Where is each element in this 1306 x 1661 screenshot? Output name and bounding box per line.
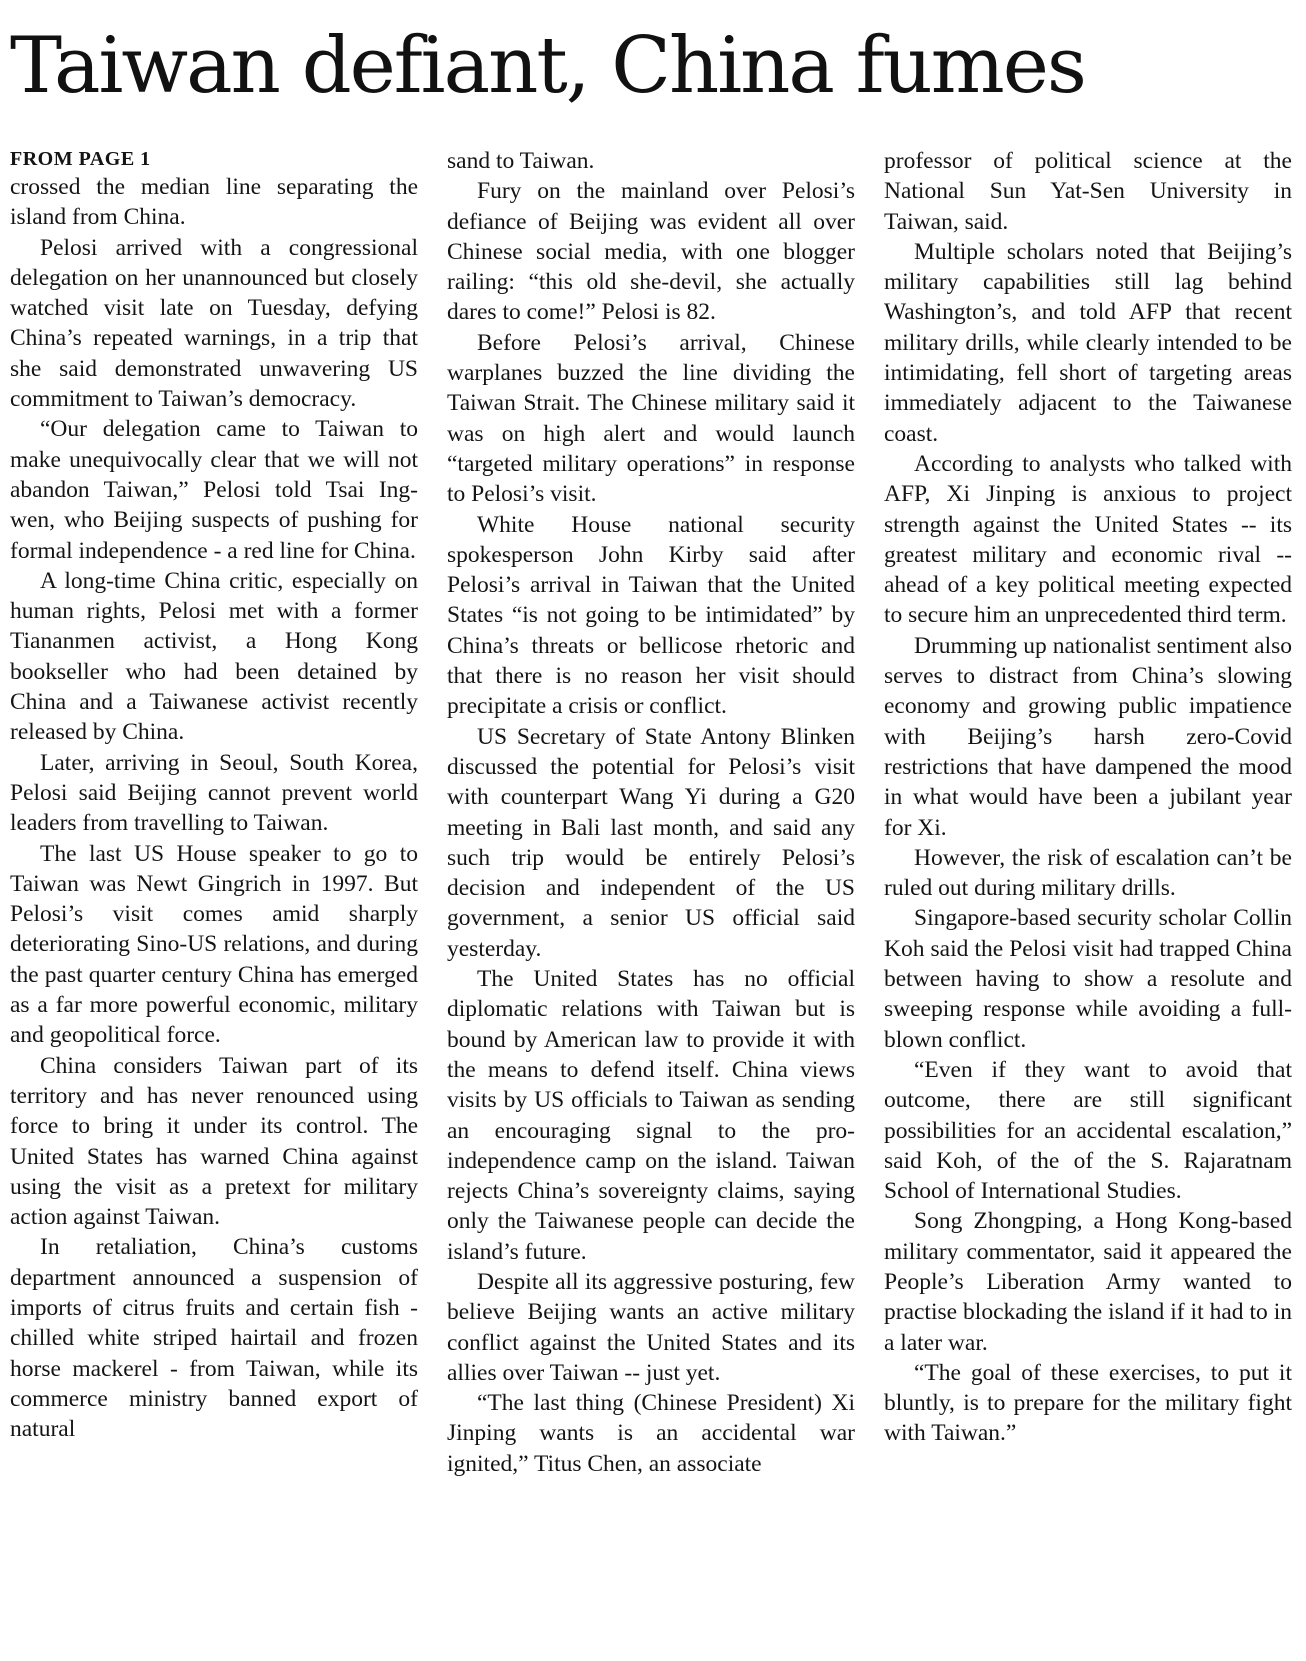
paragraph: Pelosi arrived with a congressional delegation on her unannounced but closely watched visit late on Tuesday, defying China’s repeated warnings, in a trip that she said demonstrated unwavering US commitment to Taiwan’s democracy. — [10, 234, 418, 413]
paragraph: Despite all its aggressive posturing, few believe Beijing wants an active military conflict against the United States and its allies over Taiwan -- just yet. — [447, 1268, 855, 1386]
paragraph: China considers Taiwan part of its territory and has never renounced using force to bring it under its control. The United States has warned China against using the visit as a pretext for military action against Taiwan. — [10, 1052, 418, 1231]
paragraph: “Even if they want to avoid that outcome, there are still significant possibilities for an accidental escalation,” said Koh, of the of the S. Rajaratnam School of International Studies. — [884, 1056, 1292, 1205]
paragraph: The United States has no official diplomatic relations with Taiwan but is bound by American law to provide it with the means to defend itself. China views visits by US officials to Taiwan as sending an encouraging signal to the pro-independence camp on the island. Taiwan rejects China’s sovereignty claims, saying only the Taiwanese people can decide the island’s future. — [447, 966, 855, 1265]
paragraph: professor of political science at the National Sun Yat-Sen University in Taiwan, said. — [884, 148, 1292, 235]
paragraph: A long-time China critic, especially on human rights, Pelosi met with a former Tiananmen activist, a Hong Kong bookseller who had been detained by China and a Taiwanese activist recently released by China. — [10, 567, 418, 746]
paragraph: White House national security spokesperson John Kirby said after Pelosi’s arrival in Taiwan that the United States “is not going to be intimidated” by China’s threats or bellicose rhetoric and that there is no reason her visit should precipitate a crisis or conflict. — [447, 511, 855, 720]
column-3 — [884, 146, 1292, 1651]
paragraph: sand to Taiwan. — [447, 148, 595, 174]
paragraph: Song Zhongping, a Hong Kong-based military commentator, said it appeared the People’s Liberation Army wanted to practise blockading the island if it had to in a later war. — [884, 1208, 1292, 1356]
paragraph: In retaliation, China’s customs department announced a suspension of imports of citrus fruits and certain fish - chilled white striped hairtail and frozen horse mackerel - from Taiwan, while its commerce ministry banned export of natural — [10, 1234, 418, 1443]
kicker: FROM PAGE 1 — [10, 148, 151, 170]
paragraph: Multiple scholars noted that Beijing’s military capabilities still lag behind Washington’s, and told AFP that recent military drills, while clearly intended to be intimidating, fell short of targeting areas immediately adjacent to the Taiwanese coast. — [884, 238, 1292, 447]
paragraph: Drumming up nationalist sentiment also serves to distract from China’s slowing economy and growing public impatience with Beijing’s harsh zero-Covid restrictions that have dampened the mood in what would have been a jubilant year for Xi. — [884, 632, 1292, 841]
article-body — [10, 146, 1292, 1651]
paragraph: “The goal of these exercises, to put it bluntly, is to prepare for the military fight with Taiwan.” — [884, 1359, 1292, 1447]
paragraph: Fury on the mainland over Pelosi’s defiance of Beijing was evident all over Chinese social media, with one blogger railing: “this old she-devil, she actually dares to come!” Pelosi is 82. — [447, 178, 855, 326]
column-2 — [447, 146, 855, 1651]
paragraph: Before Pelosi’s arrival, Chinese warplanes buzzed the line dividing the Taiwan Strait. The Chinese military said it was on high alert and would launch “targeted military operations” in response to Pelosi’s visit. — [447, 329, 855, 508]
paragraph: Later, arriving in Seoul, South Korea, Pelosi said Beijing cannot prevent world leaders from travelling to Taiwan. — [10, 749, 418, 837]
paragraph: Singapore-based security scholar Collin Koh said the Pelosi visit had trapped China between having to show a resolute and sweeping response while avoiding a full-blown conflict. — [884, 905, 1292, 1053]
paragraph: “The last thing (Chinese President) Xi Jinping wants is an accidental war ignited,” Titus Chen, an associate — [447, 1390, 855, 1477]
headline: Taiwan defiant, China fumes — [10, 21, 1085, 111]
paragraph: However, the risk of escalation can’t be ruled out during military drills. — [884, 844, 1292, 902]
paragraph: US Secretary of State Antony Blinken discussed the potential for Pelosi’s visit with counterpart Wang Yi during a G20 meeting in Bali last month, and said any such trip would be entirely Pelosi’s decision and independent of the US government, a senior US official said yesterday. — [447, 723, 855, 962]
paragraph: crossed the median line separating the island from China. — [10, 174, 418, 231]
paragraph: The last US House speaker to go to Taiwan was Newt Gingrich in 1997. But Pelosi’s visit comes amid sharply deteriorating Sino-US relations, and during the past quarter century China has emerged as a far more powerful economic, military and geopolitical force. — [10, 840, 418, 1049]
column-1 — [10, 146, 418, 1651]
paragraph: “Our delegation came to Taiwan to make unequivocally clear that we will not abandon Taiwan,” Pelosi told Tsai Ing-wen, who Beijing suspects of pushing for formal independence - a red line for China. — [10, 416, 418, 564]
paragraph: According to analysts who talked with AFP, Xi Jinping is anxious to project strength against the United States -- its greatest military and economic rival -- ahead of a key political meeting expected to secure him an unprecedented third term. — [884, 450, 1292, 629]
